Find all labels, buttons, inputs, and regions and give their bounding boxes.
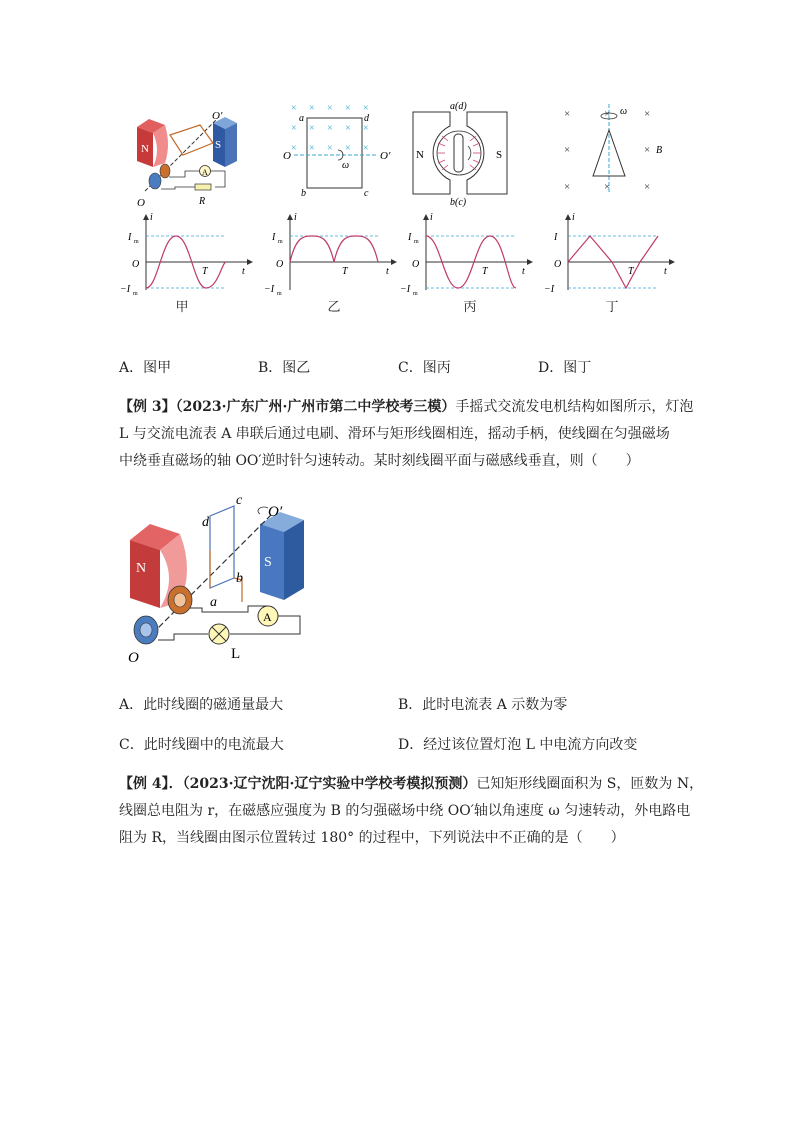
example4-line-1: 已知矩形线圈面积为 S，匝数为 N， xyxy=(476,776,704,792)
svg-text:×: × xyxy=(604,108,611,120)
svg-text:×: × xyxy=(291,123,297,134)
svg-text:b: b xyxy=(301,188,306,199)
svg-text:i: i xyxy=(572,212,575,223)
svg-text:×: × xyxy=(564,108,571,120)
example4-line-3: 阻为 R，当线圈由图示位置转过 180° 的过程中，下列说法中不正确的是（ ） xyxy=(119,830,625,846)
svg-text:A: A xyxy=(202,168,208,177)
svg-text:S: S xyxy=(215,139,222,151)
figure-yi-coil-in-field xyxy=(280,100,395,200)
svg-text:I: I xyxy=(272,232,276,243)
svg-text:O: O xyxy=(128,650,139,666)
example3-generator-figure xyxy=(122,490,312,665)
svg-text:a: a xyxy=(210,595,217,610)
example3-option-b[interactable]: B．此时电流表 A 示数为零 xyxy=(398,697,568,713)
example3-source: （2023·广东广州·广州市第二中学校考三模） xyxy=(175,399,456,415)
svg-text:I: I xyxy=(408,232,412,243)
svg-text:a: a xyxy=(299,113,304,124)
example3-stem xyxy=(119,394,694,475)
svg-text:N: N xyxy=(136,561,147,576)
svg-text:a(d): a(d) xyxy=(450,101,467,112)
svg-text:×: × xyxy=(291,103,297,114)
example3-line-2: L 与交流电流表 A 串联后通过电刷、滑环与矩形线圈相连，摇动手柄，使线圈在匀强磁场 xyxy=(119,426,670,442)
example3-tag: 【例 3】 xyxy=(119,399,176,415)
svg-text:i: i xyxy=(150,212,153,223)
example4-line-2: 线圈总电阻为 r，在磁感应强度为 B 的匀强磁场中绕 OO′轴以角速度 ω 匀速转动，外电路电 xyxy=(119,803,691,819)
figure-jia-generator xyxy=(125,105,240,210)
example4-stem xyxy=(119,771,704,852)
svg-text:−I: −I xyxy=(544,284,555,295)
graph-caption-jia: 甲 xyxy=(175,300,189,315)
figure-bing-cross-section xyxy=(405,98,515,206)
svg-text:N: N xyxy=(141,143,149,155)
svg-text:m: m xyxy=(134,239,139,245)
graph-ding xyxy=(540,212,680,295)
svg-text:t: t xyxy=(664,266,667,277)
svg-text:b(c): b(c) xyxy=(450,197,467,208)
svg-text:×: × xyxy=(345,143,351,154)
svg-text:T: T xyxy=(202,266,208,277)
svg-text:×: × xyxy=(644,181,651,193)
svg-text:d: d xyxy=(364,113,369,124)
svg-text:×: × xyxy=(345,123,351,134)
svg-text:t: t xyxy=(522,266,525,277)
graph-caption-bing: 丙 xyxy=(463,300,477,315)
q2-option-b[interactable]: B．图乙 xyxy=(258,360,311,376)
q2-option-c[interactable]: C．图丙 xyxy=(398,360,451,376)
svg-text:t: t xyxy=(386,266,389,277)
svg-text:O: O xyxy=(283,150,291,162)
figure-ding-triangle-coil xyxy=(560,100,670,195)
svg-text:O: O xyxy=(132,259,140,270)
svg-text:−I: −I xyxy=(264,284,275,295)
svg-text:ω: ω xyxy=(620,106,628,117)
example4-source: （2023·辽宁沈阳·辽宁实验中学校考模拟预测） xyxy=(182,776,477,792)
svg-text:×: × xyxy=(363,123,369,134)
example3-line-3: 中绕垂直磁场的轴 OO′逆时针匀速转动。某时刻线圈平面与磁感线垂直，则（ ） xyxy=(119,453,640,469)
q2-option-d[interactable]: D．图丁 xyxy=(538,360,592,376)
svg-text:×: × xyxy=(309,103,315,114)
svg-text:c: c xyxy=(364,188,369,199)
svg-text:A: A xyxy=(263,610,272,624)
svg-text:O: O xyxy=(554,259,562,270)
svg-text:m: m xyxy=(413,291,418,297)
svg-text:d: d xyxy=(202,515,209,530)
svg-text:×: × xyxy=(564,144,571,156)
svg-text:−I: −I xyxy=(400,284,411,295)
q2-option-a[interactable]: A．图甲 xyxy=(119,360,172,376)
svg-text:×: × xyxy=(345,103,351,114)
svg-text:T: T xyxy=(628,266,634,277)
svg-text:B: B xyxy=(656,145,663,156)
svg-text:×: × xyxy=(604,181,611,193)
svg-text:O: O xyxy=(412,259,420,270)
svg-text:S: S xyxy=(496,149,503,161)
svg-text:m: m xyxy=(414,239,419,245)
svg-text:×: × xyxy=(309,143,315,154)
svg-text:I: I xyxy=(128,232,132,243)
example3-option-d[interactable]: D．经过该位置灯泡 L 中电流方向改变 xyxy=(398,737,638,753)
svg-text:m: m xyxy=(277,291,282,297)
svg-text:×: × xyxy=(291,143,297,154)
graph-caption-yi: 乙 xyxy=(327,300,341,315)
svg-text:ω: ω xyxy=(342,160,350,171)
svg-text:×: × xyxy=(363,103,369,114)
graph-yi xyxy=(262,212,402,297)
svg-text:t: t xyxy=(242,266,245,277)
svg-text:×: × xyxy=(309,123,315,134)
svg-text:O′: O′ xyxy=(268,504,283,520)
svg-text:−I: −I xyxy=(120,284,131,295)
example3-line-1: 手摇式交流发电机结构如图所示，灯泡 xyxy=(455,399,694,415)
svg-text:×: × xyxy=(327,103,333,114)
svg-text:O: O xyxy=(137,197,145,209)
svg-text:R: R xyxy=(199,196,206,207)
svg-text:m: m xyxy=(133,291,138,297)
svg-text:×: × xyxy=(644,144,651,156)
svg-text:I: I xyxy=(554,232,558,243)
svg-text:×: × xyxy=(363,143,369,154)
example3-option-a[interactable]: A．此时线圈的磁通量最大 xyxy=(119,697,284,713)
example4-tag: 【例 4】． xyxy=(119,776,183,792)
svg-text:N: N xyxy=(416,149,424,161)
svg-text:i: i xyxy=(430,212,433,223)
graph-caption-ding: 丁 xyxy=(605,300,619,315)
svg-text:S: S xyxy=(264,555,272,570)
svg-text:b: b xyxy=(236,571,243,586)
svg-text:m: m xyxy=(278,239,283,245)
example3-option-c[interactable]: C．此时线圈中的电流最大 xyxy=(119,737,284,753)
svg-text:×: × xyxy=(327,123,333,134)
svg-text:O′: O′ xyxy=(212,110,223,122)
graph-jia xyxy=(118,212,258,297)
svg-text:i: i xyxy=(294,212,297,223)
svg-text:c: c xyxy=(236,493,243,508)
svg-text:O: O xyxy=(276,259,284,270)
svg-text:L: L xyxy=(231,646,241,662)
svg-text:×: × xyxy=(564,181,571,193)
svg-text:T: T xyxy=(482,266,488,277)
svg-text:O′: O′ xyxy=(380,150,391,162)
svg-text:×: × xyxy=(327,143,333,154)
svg-text:×: × xyxy=(644,108,651,120)
svg-text:T: T xyxy=(342,266,348,277)
graph-bing xyxy=(398,212,538,297)
